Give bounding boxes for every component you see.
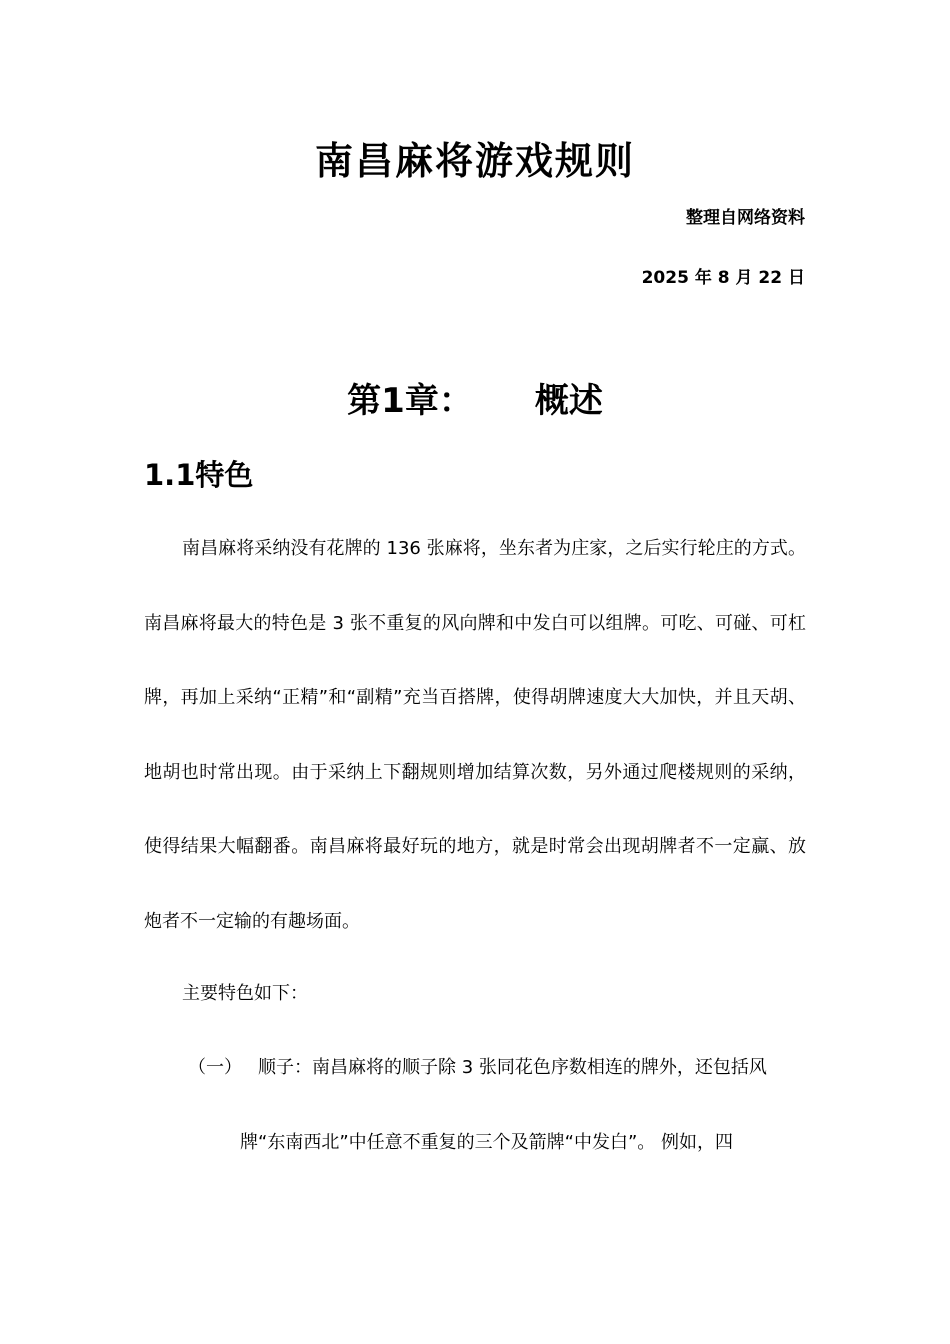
section-heading: 1.1特色 (144, 458, 254, 492)
intro-paragraph: 南昌麻将采纳没有花牌的 136 张麻将，坐东者为庄家，之后实行轮庄的方式。南昌麻将最大的特色是 3 张不重复的风向牌和中发白可以组牌。可吃、可碰、可杠牌，再加上采纳“正精”和“副精”充当百搭牌，使得胡牌速度大大加快，并且天胡、地胡也时常出现。由于采纳上下翻规则增加结算次数，另外通过爬楼规则的采纳，使得结果大幅翻番。南昌麻将最好玩的地方，就是时常会出现胡牌者不一定赢、放炮者不一定输的有趣场面。 (144, 538, 806, 932)
chapter-heading (0, 378, 950, 424)
list-item-line-1: 顺子：南昌麻将的顺子除 3 张同花色序数相连的牌外，还包括风 (258, 1057, 767, 1078)
features-intro-paragraph: 主要特色如下： (182, 983, 308, 1004)
chapter-label: 第1章： (347, 381, 473, 421)
chapter-name: 概述 (534, 381, 603, 421)
document-title: 南昌麻将游戏规则 (314, 138, 635, 183)
document-source: 整理自网络资料 (686, 208, 805, 228)
list-item-marker: （一） (188, 1057, 242, 1078)
list-item (144, 1031, 806, 1180)
document-date: 2025 年 8 月 22 日 (641, 268, 805, 288)
list-item-line-2: 牌“东南西北”中任意不重复的三个及箭牌“中发白”。 例如，四 (240, 1131, 734, 1153)
